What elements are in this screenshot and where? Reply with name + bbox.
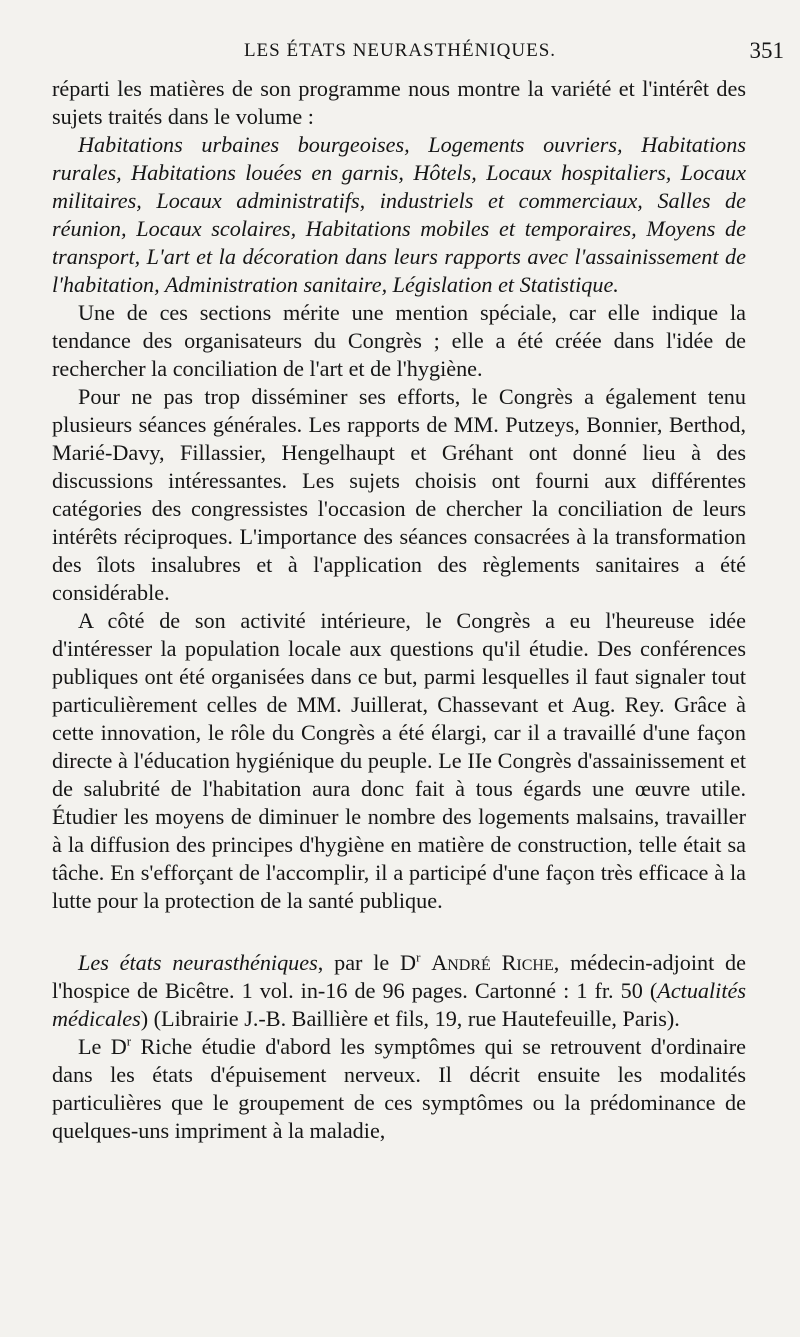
review-details: , médecin-adjoint de l'hospice de Bicêtre. 1 vol. in-16 de 96 pages. Cartonné : 1 fr. 50 ( <box>52 950 747 1003</box>
book-review-entry <box>52 949 746 1033</box>
review-publisher: ) (Librairie J.-B. Baillière et fils, 19, rue Hautefeuille, Paris). <box>140 1006 680 1031</box>
review-doctor-sup: r <box>416 949 421 965</box>
summary-doctor-sup: r <box>126 1033 132 1049</box>
page-header <box>0 40 800 74</box>
review-by: , par le D <box>317 950 417 975</box>
summary-start: Le D <box>78 1034 127 1059</box>
paragraph-special-section: Une de ces sections mérite une mention spéciale, car elle indique la tendance des organisateurs du Congrès ; elle a été créée dans l'idée de rechercher la conciliation de l'art et de l'hygiène. <box>52 300 746 381</box>
running-title: LES ÉTATS NEURASTHÉNIQUES. <box>243 40 557 61</box>
paragraph-review-summary <box>52 1033 746 1145</box>
paragraph-public-conferences: A côté de son activité intérieure, le Congrès a eu l'heureuse idée d'intéresser la population locale aux questions qu'il étudie. Des conférences publiques ont été organisées dans ce but, parmi lesquelles il faut signaler tout particulièrement celles de MM. Juillerat, Chassevant et Aug. Rey. Grâce à cette innovation, le rôle du Congrès a été élargi, car il a travaillé d'une façon directe à l'éducation hygiénique du peuple. Le IIe Congrès d'assainissement et de salubrité de l'habitation aura donc fait à tous égards une œuvre utile. Étudier les moyens de diminuer le nombre des logements malsains, travailler à la diffusion des principes d'hygiène en matière de construction, telle était sa tâche. En s'efforçant de l'accomplir, il a participé d'une façon très efficace à la lutte pour la protection de la santé publique. <box>52 608 746 913</box>
review-book-title: Les états neurasthéniques <box>78 950 318 975</box>
review-author: André Riche <box>431 950 554 975</box>
body-text <box>52 75 746 1145</box>
page-number: 351 <box>749 38 784 63</box>
review-series: Actualités médicales <box>52 978 746 1031</box>
paragraph-intro: réparti les matières de son programme nous montre la variété et l'intérêt des sujets traités dans le volume : <box>52 76 746 129</box>
paragraph-section-list: Habitations urbaines bourgeoises, Logements ouvriers, Habitations rurales, Habitations louées en garnis, Hôtels, Locaux hospitaliers, Locaux militaires, Locaux administratifs, industriels et commerciaux, Salles de réunion, Locaux scolaires, Habitations mobiles et temporaires, Moyens de transport, L'art et la décoration dans leurs rapports avec l'assainissement de l'habitation, Administration sanitaire, Législation et Statistique. <box>52 132 746 297</box>
summary-rest: Riche étudie d'abord les symptômes qui se retrouvent d'ordinaire dans les états d'épuisement nerveux. Il décrit ensuite les modalités particulières que le groupement de ces symptômes ou la prédominance de quelques-uns impriment à la maladie, <box>52 1034 746 1143</box>
paragraph-general-sessions: Pour ne pas trop disséminer ses efforts, le Congrès a également tenu plusieurs séances générales. Les rapports de MM. Putzeys, Bonnier, Berthod, Marié-Davy, Fillassier, Hengelhaupt et Gréhant ont donné lieu à des discussions intéressantes. Les sujets choisis ont fourni aux différentes catégories des congressistes l'occasion de chercher la conciliation de leurs intérêts réciproques. L'importance des séances consacrées à la transformation des îlots insalubres et à l'application des règlements sanitaires a été considérable. <box>52 384 746 605</box>
